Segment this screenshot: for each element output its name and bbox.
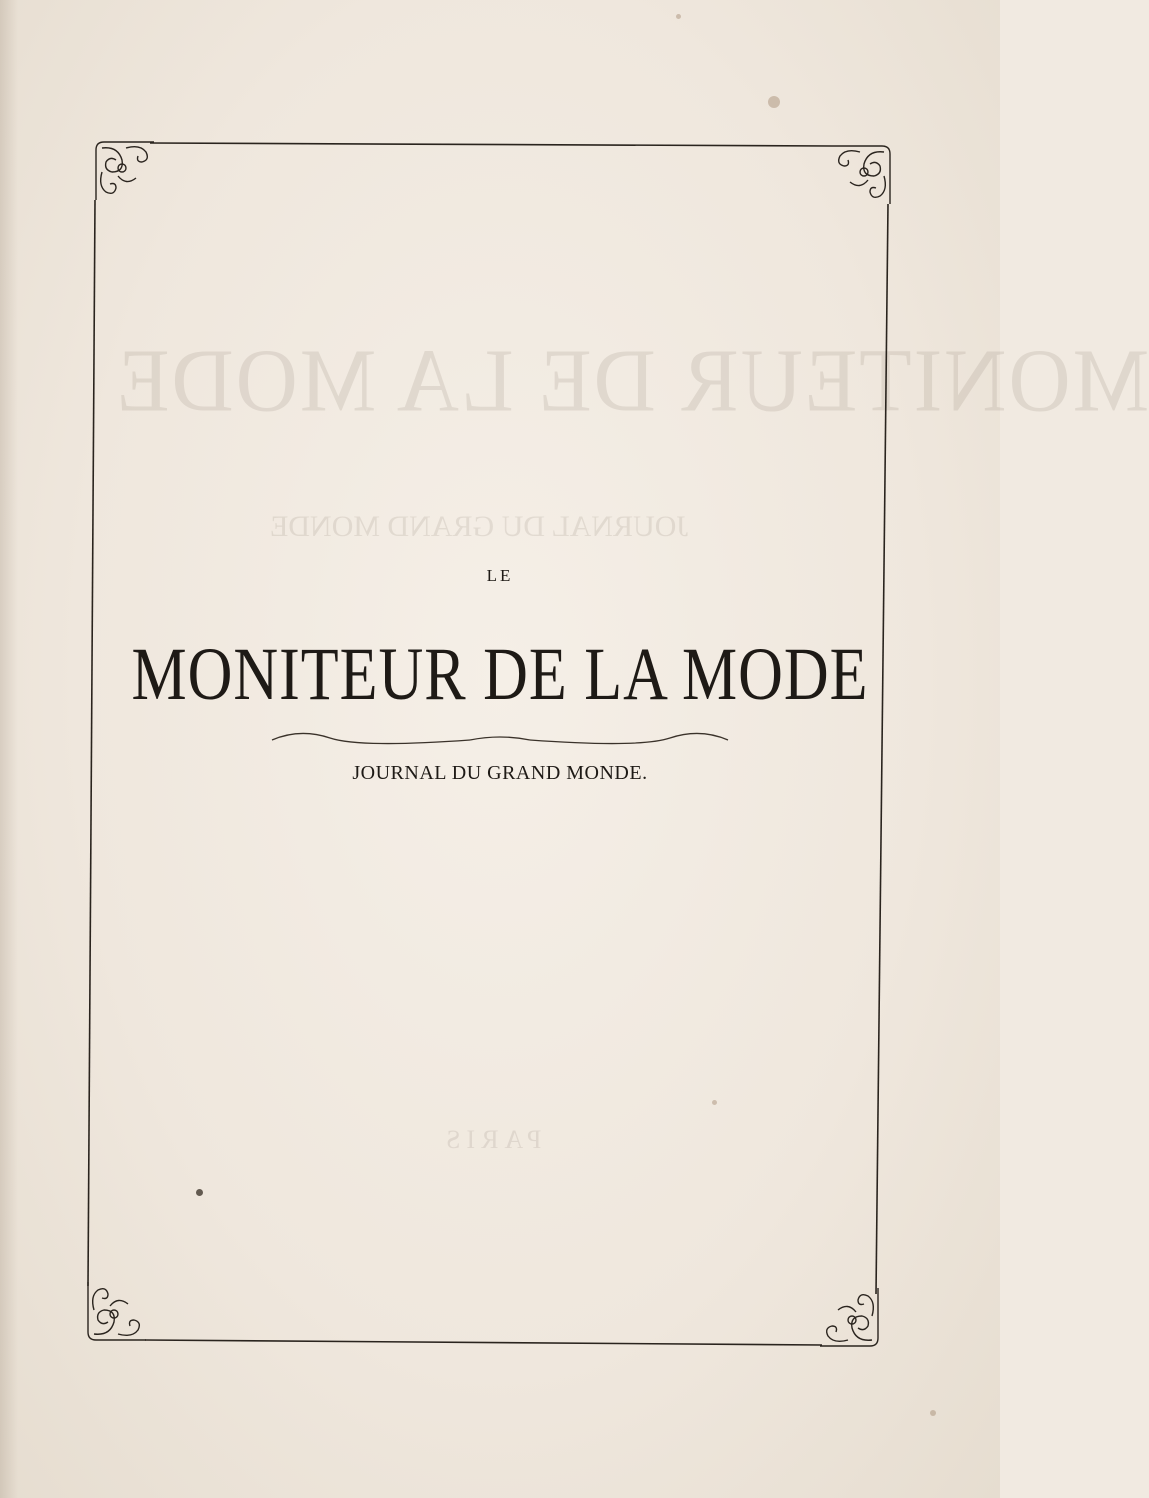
scroll-corner-icon <box>832 146 890 204</box>
bleed-through-title: MONITEUR DE LA MODE <box>115 329 1149 431</box>
scroll-corner-icon <box>96 142 154 200</box>
page-subtitle: JOURNAL DU GRAND MONDE. <box>352 762 648 784</box>
swash-divider-icon <box>272 733 728 743</box>
scroll-corner-icon <box>88 1282 146 1340</box>
title-prefix: LE <box>486 566 514 585</box>
bleed-through-subtitle: JOURNAL DU GRAND MONDE <box>270 510 689 543</box>
bleed-through-city: PARIS <box>440 1125 542 1154</box>
page-title: MONITEUR DE LA MODE <box>131 633 869 717</box>
scroll-corner-icon <box>820 1288 878 1346</box>
